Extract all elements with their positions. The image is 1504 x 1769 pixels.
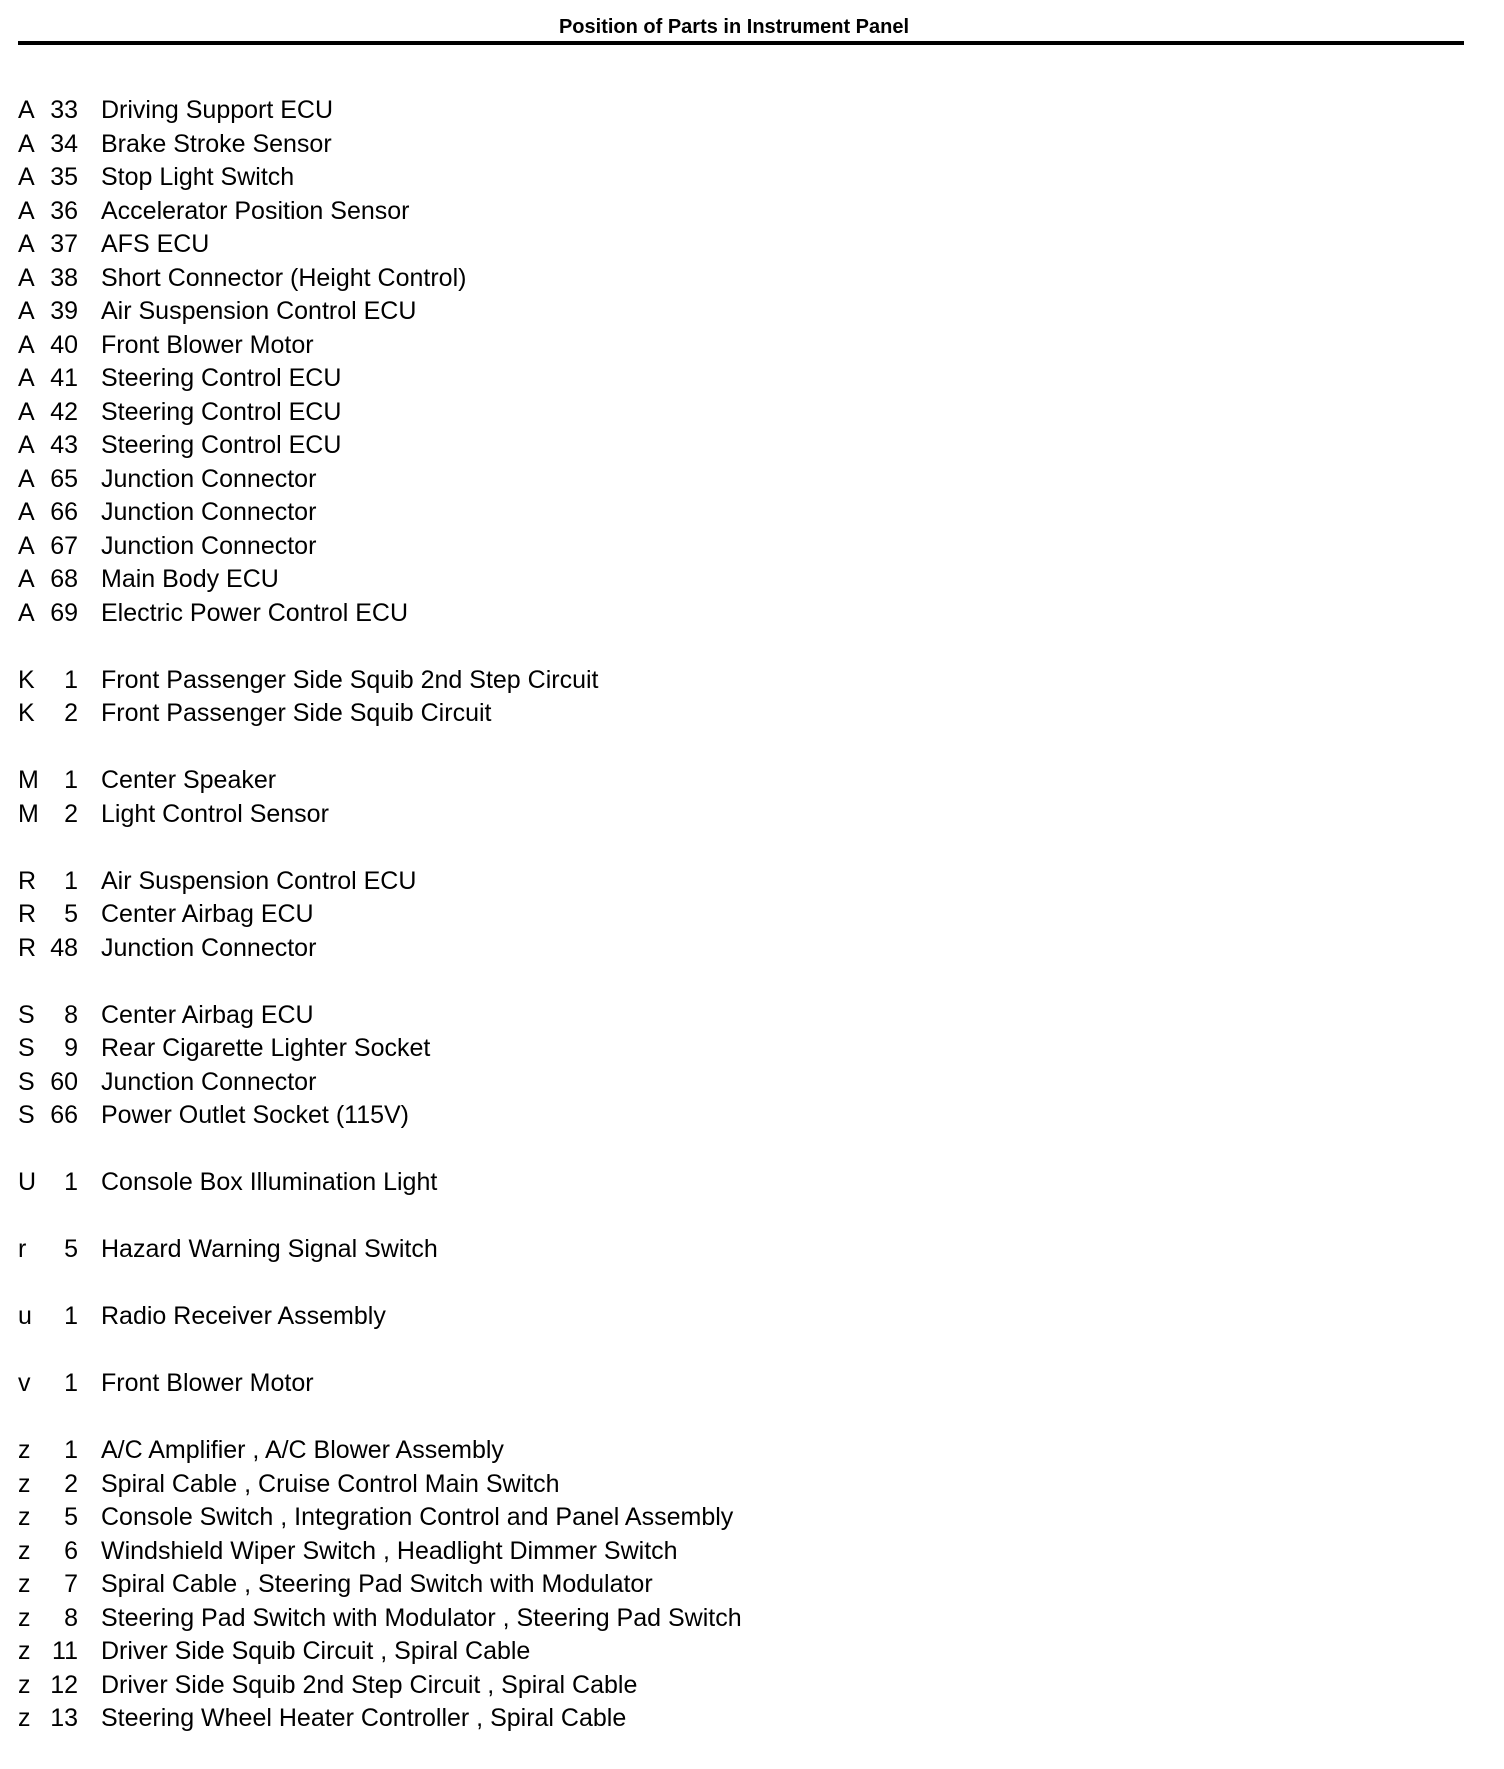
part-connector-number: 9 — [64, 1034, 78, 1062]
parts-group — [18, 1300, 1218, 1334]
part-row — [18, 1501, 1218, 1535]
part-description: Steering Control ECU — [101, 431, 342, 459]
page-title: Position of Parts in Instrument Panel — [558, 16, 910, 38]
part-connector-number: 5 — [64, 1503, 78, 1531]
part-connector-letter: A — [18, 129, 35, 158]
part-description: Junction Connector — [101, 1067, 317, 1096]
part-row — [18, 530, 1218, 564]
part-row — [18, 94, 1218, 128]
part-connector-number: 8 — [64, 1603, 78, 1632]
part-row — [18, 228, 1218, 262]
part-description: Rear Cigarette Lighter Socket — [101, 1034, 431, 1062]
part-connector-letter: A — [18, 498, 35, 526]
part-connector-number: 34 — [50, 129, 78, 158]
part-connector-number: 12 — [50, 1670, 78, 1699]
part-connector-letter: S — [18, 1034, 35, 1062]
part-connector-number: 40 — [50, 330, 78, 359]
title-divider — [18, 41, 1464, 45]
part-connector-letter: A — [18, 598, 35, 627]
part-row — [18, 563, 1218, 597]
part-description: Air Suspension Control ECU — [101, 297, 417, 325]
part-description: AFS ECU — [101, 230, 210, 258]
part-connector-letter: A — [18, 263, 35, 292]
part-description: Junction Connector — [101, 933, 317, 962]
part-row — [18, 295, 1218, 329]
part-connector-letter: z — [18, 1469, 31, 1498]
part-row — [18, 865, 1218, 899]
part-connector-number: 33 — [50, 96, 78, 124]
part-row — [18, 932, 1218, 966]
part-connector-letter: z — [18, 1637, 31, 1665]
part-connector-letter: R — [18, 866, 37, 895]
part-row — [18, 362, 1218, 396]
part-connector-letter: A — [18, 565, 35, 593]
part-row — [18, 798, 1218, 832]
part-description: Steering Pad Switch with Modulator , Steering Pad Switch — [101, 1603, 742, 1632]
part-row — [18, 664, 1218, 698]
part-connector-number: 7 — [64, 1570, 78, 1598]
part-connector-number: 41 — [50, 364, 78, 392]
part-description: Front Passenger Side Squib Circuit — [101, 699, 492, 727]
part-row — [18, 1635, 1218, 1669]
part-connector-number: 2 — [64, 1469, 78, 1498]
part-description: Steering Wheel Heater Controller , Spiral Cable — [101, 1704, 627, 1732]
part-connector-number: 5 — [64, 900, 78, 928]
part-row — [18, 262, 1218, 296]
part-row — [18, 396, 1218, 430]
part-description: Radio Receiver Assembly — [101, 1302, 386, 1330]
part-connector-number: 38 — [50, 263, 78, 292]
part-connector-number: 36 — [50, 196, 78, 225]
part-description: Air Suspension Control ECU — [101, 866, 417, 895]
part-connector-number: 1 — [64, 866, 78, 895]
part-connector-number: 69 — [50, 598, 78, 627]
parts-group — [18, 1233, 1218, 1267]
part-connector-number: 66 — [50, 498, 78, 526]
part-connector-number: 37 — [50, 230, 78, 258]
part-connector-letter: A — [18, 531, 35, 560]
part-description: Console Switch , Integration Control and Panel Assembly — [101, 1503, 734, 1531]
parts-list — [18, 94, 1218, 1769]
part-description: Front Blower Motor — [101, 330, 314, 359]
parts-group — [18, 94, 1218, 630]
part-connector-number: 68 — [50, 565, 78, 593]
part-connector-letter: S — [18, 1101, 35, 1129]
part-row — [18, 1434, 1218, 1468]
part-connector-number: 39 — [50, 297, 78, 325]
part-description: Light Control Sensor — [101, 799, 329, 828]
part-connector-letter: v — [18, 1369, 31, 1397]
part-row — [18, 429, 1218, 463]
part-description: Driving Support ECU — [101, 96, 334, 124]
part-connector-number: 5 — [64, 1235, 78, 1263]
part-connector-number: 2 — [64, 699, 78, 727]
part-connector-letter: M — [18, 766, 39, 794]
parts-group — [18, 999, 1218, 1133]
part-row — [18, 1099, 1218, 1133]
part-description: Center Airbag ECU — [101, 900, 314, 928]
part-connector-number: 66 — [50, 1101, 78, 1129]
part-connector-letter: A — [18, 163, 35, 191]
part-connector-number: 1 — [64, 665, 78, 694]
part-connector-number: 1 — [64, 1168, 78, 1196]
parts-group — [18, 865, 1218, 966]
part-connector-number: 2 — [64, 799, 78, 828]
parts-group — [18, 1166, 1218, 1200]
part-row — [18, 1669, 1218, 1703]
part-connector-number: 6 — [64, 1536, 78, 1565]
part-row — [18, 1602, 1218, 1636]
part-description: Electric Power Control ECU — [101, 598, 409, 627]
part-connector-letter: z — [18, 1670, 31, 1699]
part-connector-number: 1 — [64, 1369, 78, 1397]
part-row — [18, 463, 1218, 497]
part-description: Main Body ECU — [101, 565, 279, 593]
part-connector-letter: z — [18, 1503, 31, 1531]
part-connector-letter: A — [18, 364, 35, 392]
part-connector-letter: u — [18, 1302, 32, 1330]
part-description: Windshield Wiper Switch , Headlight Dimmer Switch — [101, 1536, 678, 1565]
part-connector-number: 67 — [50, 531, 78, 560]
part-description: Spiral Cable , Cruise Control Main Switch — [101, 1469, 560, 1498]
part-connector-letter: z — [18, 1536, 31, 1565]
part-description: Driver Side Squib 2nd Step Circuit , Spiral Cable — [101, 1670, 638, 1699]
part-row — [18, 597, 1218, 631]
part-connector-letter: z — [18, 1603, 31, 1632]
part-row — [18, 195, 1218, 229]
part-connector-number: 1 — [64, 1302, 78, 1330]
part-connector-number: 60 — [50, 1067, 78, 1096]
part-connector-letter: A — [18, 196, 35, 225]
part-row — [18, 1032, 1218, 1066]
part-connector-number: 1 — [64, 766, 78, 794]
part-connector-letter: A — [18, 96, 35, 124]
part-connector-letter: K — [18, 699, 35, 727]
part-row — [18, 1233, 1218, 1267]
part-connector-letter: K — [18, 665, 35, 694]
part-row — [18, 1702, 1218, 1736]
parts-group — [18, 664, 1218, 731]
part-connector-letter: r — [18, 1235, 27, 1263]
parts-group — [18, 764, 1218, 831]
part-row — [18, 1166, 1218, 1200]
part-connector-letter: R — [18, 933, 37, 962]
part-description: Front Passenger Side Squib 2nd Step Circuit — [101, 665, 599, 694]
part-row — [18, 128, 1218, 162]
parts-group — [18, 1434, 1218, 1736]
part-description: Brake Stroke Sensor — [101, 129, 332, 158]
part-connector-letter: S — [18, 1067, 35, 1096]
part-description: Power Outlet Socket (115V) — [101, 1101, 410, 1129]
part-row — [18, 1066, 1218, 1100]
part-description: Driver Side Squib Circuit , Spiral Cable — [101, 1637, 531, 1665]
part-connector-number: 11 — [52, 1637, 78, 1665]
part-description: Front Blower Motor — [101, 1369, 314, 1397]
part-description: Stop Light Switch — [101, 163, 295, 191]
part-connector-letter: R — [18, 900, 37, 928]
part-connector-letter: S — [18, 1000, 35, 1029]
part-row — [18, 1468, 1218, 1502]
part-row — [18, 898, 1218, 932]
part-connector-letter: A — [18, 431, 35, 459]
part-description: Junction Connector — [101, 464, 317, 493]
parts-group — [18, 1367, 1218, 1401]
part-description: Short Connector (Height Control) — [101, 263, 467, 292]
part-connector-number: 1 — [64, 1436, 78, 1464]
part-connector-letter: z — [18, 1704, 31, 1732]
part-connector-letter: A — [18, 464, 35, 493]
part-description: Junction Connector — [101, 498, 317, 526]
part-description: Junction Connector — [101, 531, 317, 560]
part-description: Hazard Warning Signal Switch — [101, 1235, 438, 1263]
part-row — [18, 496, 1218, 530]
part-row — [18, 1568, 1218, 1602]
part-connector-letter: M — [18, 799, 39, 828]
part-connector-letter: z — [18, 1570, 31, 1598]
part-row — [18, 764, 1218, 798]
part-connector-letter: A — [18, 397, 35, 426]
part-description: Spiral Cable , Steering Pad Switch with Modulator — [101, 1570, 653, 1598]
part-row — [18, 1300, 1218, 1334]
part-connector-number: 42 — [50, 397, 78, 426]
part-row — [18, 1535, 1218, 1569]
part-description: Accelerator Position Sensor — [101, 196, 410, 225]
part-row — [18, 697, 1218, 731]
part-connector-number: 35 — [50, 163, 78, 191]
part-row — [18, 329, 1218, 363]
part-description: Steering Control ECU — [101, 364, 342, 392]
part-connector-number: 48 — [50, 933, 78, 962]
part-description: A/C Amplifier , A/C Blower Assembly — [101, 1436, 504, 1464]
part-connector-letter: A — [18, 297, 35, 325]
part-description: Center Speaker — [101, 766, 277, 794]
part-connector-number: 13 — [50, 1704, 78, 1732]
part-connector-letter: z — [18, 1436, 31, 1464]
part-connector-number: 65 — [50, 464, 78, 493]
part-row — [18, 999, 1218, 1033]
part-description: Console Box Illumination Light — [101, 1168, 438, 1196]
part-connector-number: 8 — [64, 1000, 78, 1029]
part-row — [18, 161, 1218, 195]
part-description: Steering Control ECU — [101, 397, 342, 426]
part-connector-letter: A — [18, 230, 35, 258]
part-connector-letter: A — [18, 330, 35, 359]
part-description: Center Airbag ECU — [101, 1000, 314, 1029]
part-row — [18, 1367, 1218, 1401]
part-connector-number: 43 — [50, 431, 78, 459]
part-connector-letter: U — [18, 1168, 37, 1196]
